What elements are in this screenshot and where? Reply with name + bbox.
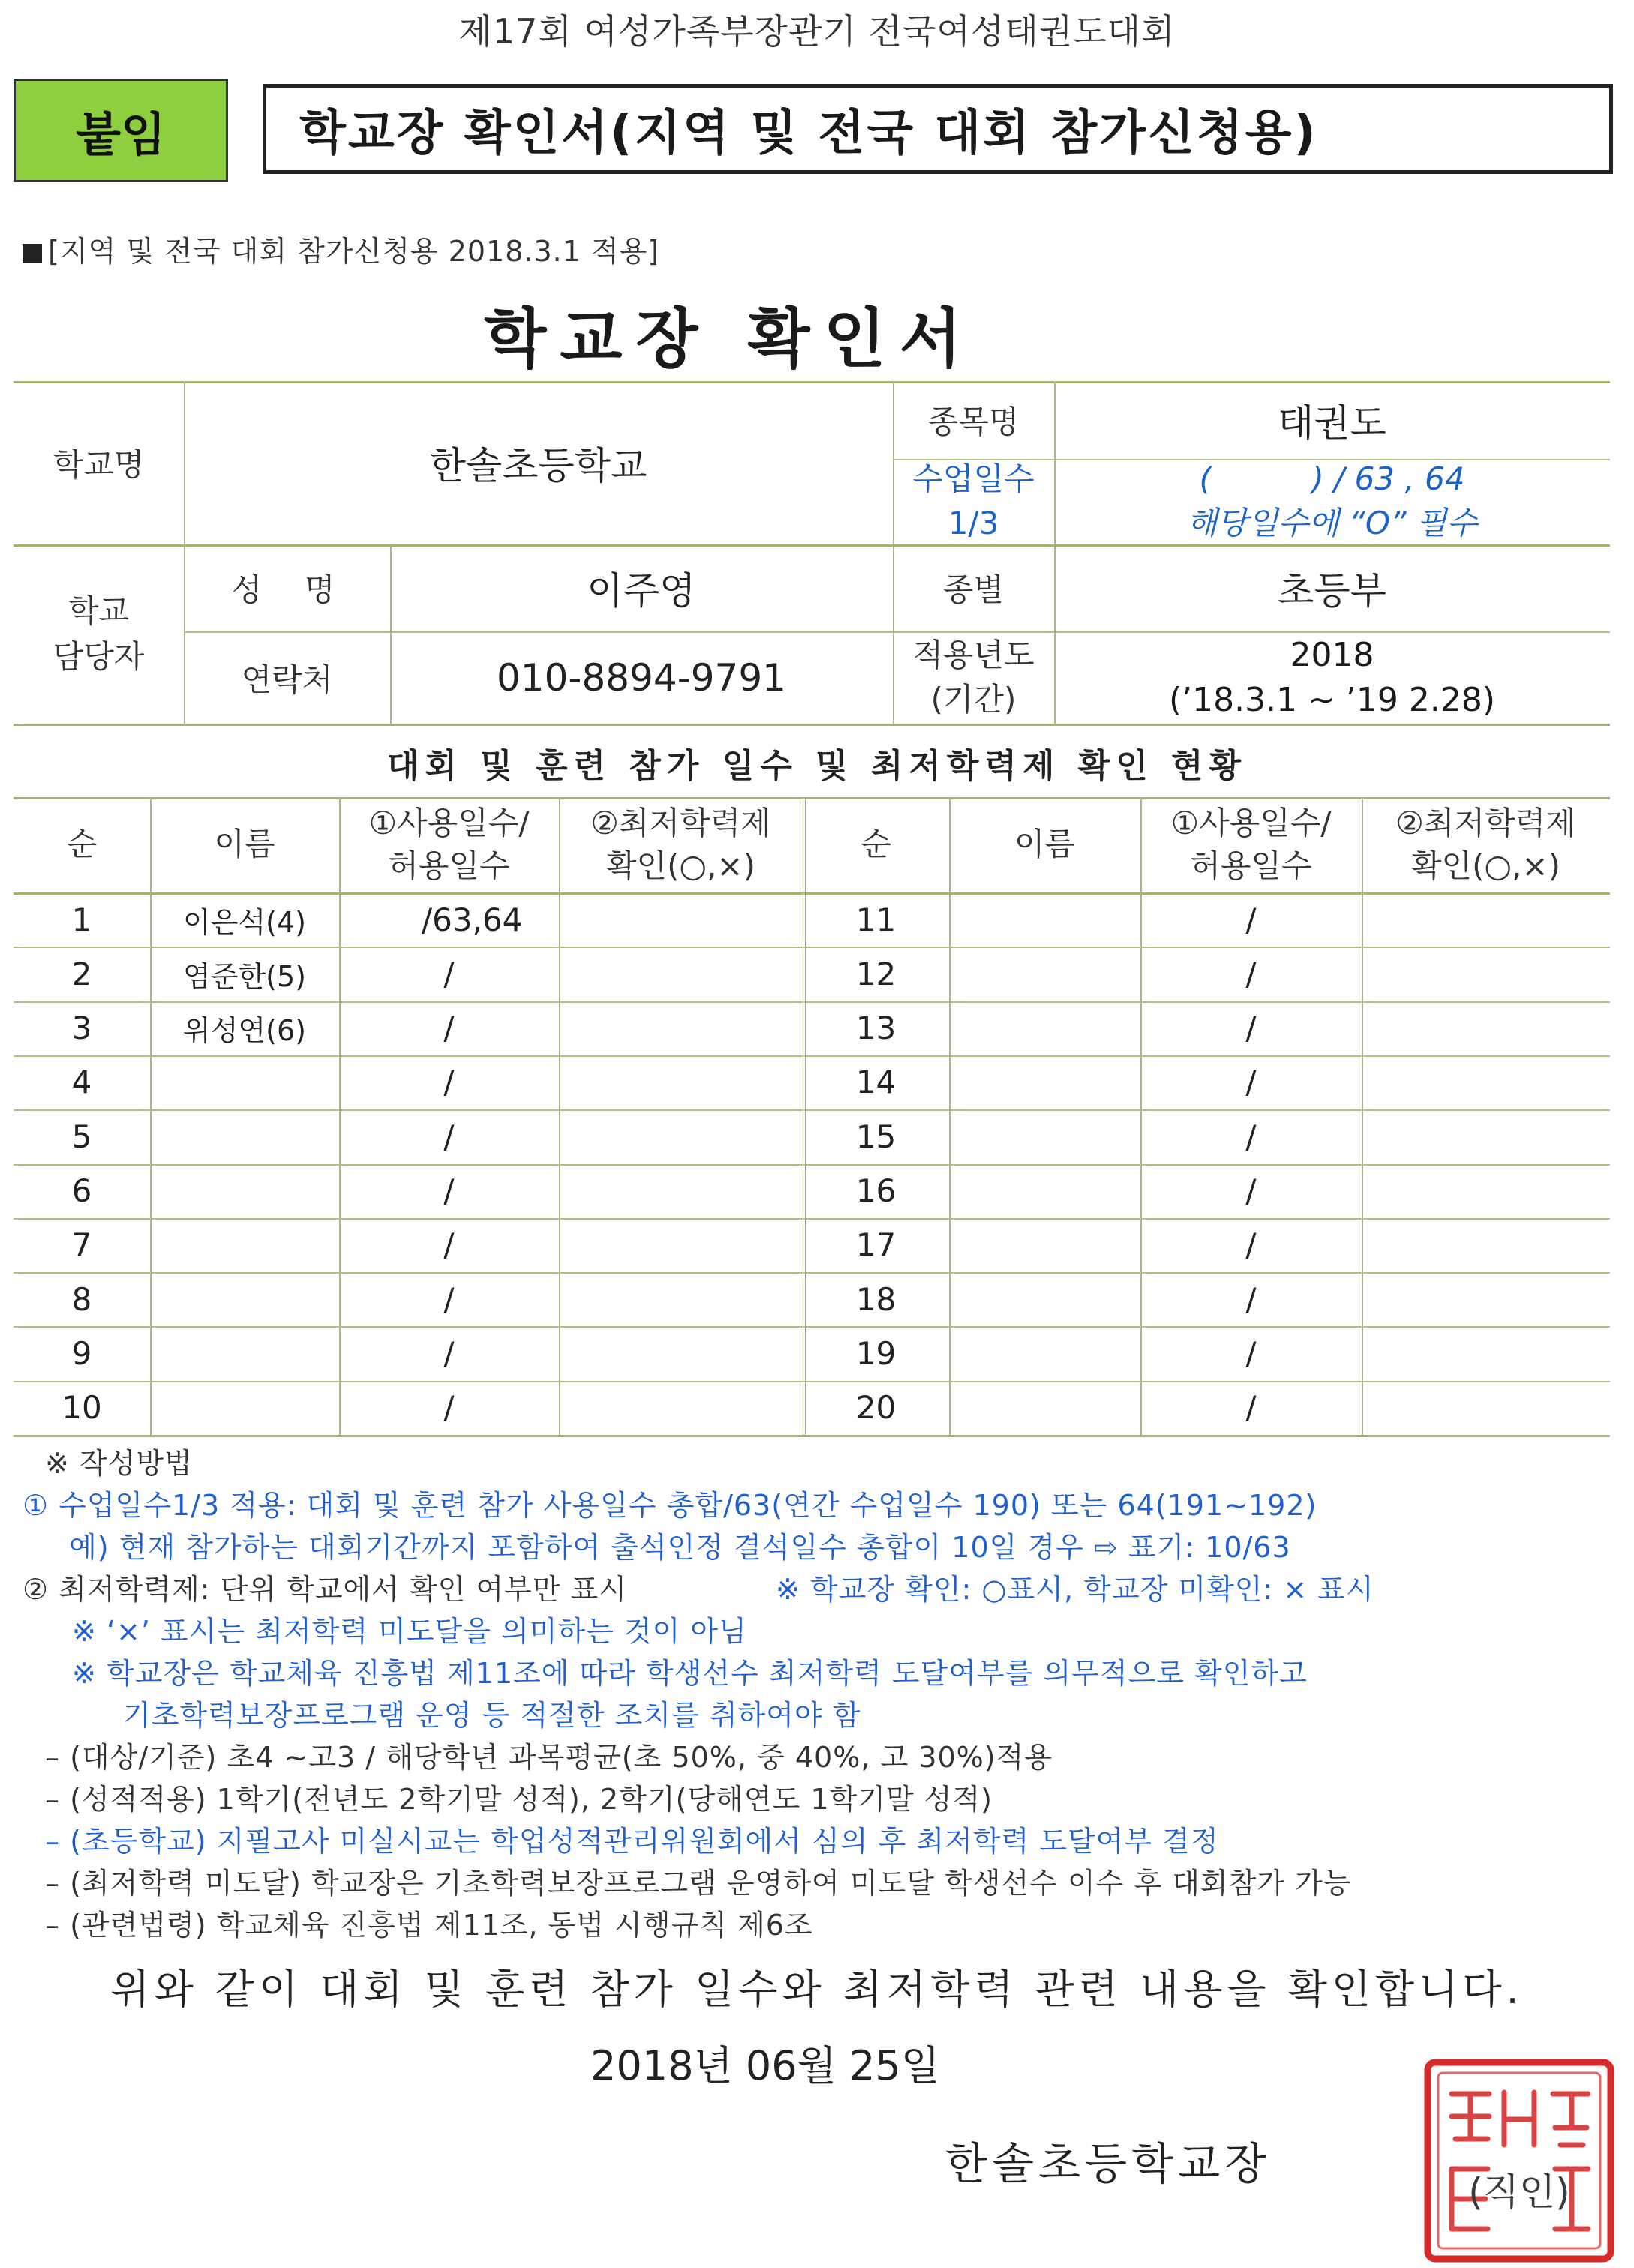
detail-elementary: – (초등학교) 지필고사 미실시교는 학업성적관리위원회에서 심의 후 최저학력 도달여부 결정 — [45, 1825, 1219, 1858]
header-days — [339, 797, 559, 892]
row-name-cell — [150, 1055, 339, 1109]
row-check-cell — [559, 1001, 803, 1055]
note-min-academic: ② 최저학력제: 단위 학교에서 확인 여부만 표시 — [23, 1573, 628, 1606]
year-label-line1: 적용년도 — [912, 636, 1035, 674]
applies-note-text: [지역 및 전국 대회 참가신청용 2018.3.1 적용] — [48, 235, 660, 268]
year-value — [1054, 632, 1610, 724]
row-no-cell: 7 — [71, 1226, 92, 1264]
row-no-cell: 8 — [71, 1280, 92, 1318]
note-principal-duty-cont: 기초학력보장프로그램 운영 등 적절한 조치를 취하여야 함 — [123, 1699, 861, 1732]
contact-value: 010-8894-9791 — [496, 656, 786, 700]
row-no-cell: 16 — [855, 1172, 897, 1209]
row-name-cell — [150, 1326, 339, 1380]
row-no-cell: 18 — [855, 1280, 897, 1318]
header-title: 학교장 확인서(지역 및 전국 대회 참가신청용) — [299, 106, 1318, 161]
header-days-line2: 허용일수 — [388, 847, 510, 884]
event-label: 종목명 — [927, 404, 1020, 440]
row-no-cell: 19 — [855, 1334, 897, 1372]
detail-grades: – (성적적용) 1학기(전년도 2학기말 성적), 2학기(당해연도 1학기말 성적) — [45, 1783, 993, 1816]
row-no-cell: 6 — [71, 1172, 92, 1209]
applies-note — [23, 228, 659, 269]
row-no-cell: 13 — [855, 1010, 897, 1047]
row-no-cell: 10 — [62, 1389, 102, 1426]
row-days-cell: / — [1245, 1226, 1257, 1264]
row-check-cell — [559, 1272, 803, 1326]
row-check-cell — [1362, 1164, 1610, 1218]
row-days-cell: / — [443, 1010, 455, 1047]
row-name-cell — [150, 1164, 339, 1218]
row-check-cell — [1362, 1381, 1610, 1435]
row-days-cell: / — [443, 1064, 455, 1101]
row-check-cell — [1362, 946, 1610, 1000]
header-no: 순 — [861, 826, 891, 863]
row-days-cell: / — [1245, 1172, 1257, 1209]
header-check — [1362, 797, 1610, 892]
year-value-period: (’18.3.1 ~ ’19 2.28) — [1168, 680, 1496, 719]
class-days-label-line2: 1/3 — [948, 505, 999, 542]
row-check-cell — [1362, 1109, 1610, 1163]
row-name-cell — [949, 892, 1140, 946]
row-days-cell: / — [443, 1334, 455, 1372]
year-label — [893, 632, 1054, 724]
header-days — [1140, 797, 1362, 892]
header-title-box — [263, 84, 1613, 174]
row-check-cell — [559, 1326, 803, 1380]
row-days-cell: / — [1245, 1280, 1257, 1318]
manager-label-line1: 학교 — [68, 592, 130, 629]
row-name-cell — [949, 1381, 1140, 1435]
class-days-value-line1: ( ) / 63 , 64 — [1199, 460, 1465, 498]
class-days-label-line1: 수업일수 — [912, 460, 1035, 498]
row-check-cell — [559, 946, 803, 1000]
event-value: 태권도 — [1278, 401, 1386, 445]
note-class-days: ① 수업일수1/3 적용: 대회 및 훈련 참가 사용일수 총합/63(연간 수업일수 190) 또는 64(191~192) — [23, 1489, 1317, 1522]
manager-label — [14, 544, 184, 724]
participation-title: 대회 및 훈련 참가 일수 및 최저학력제 확인 현황 — [386, 747, 1248, 785]
row-name-cell: 염준한(5) — [183, 959, 306, 993]
row-name-cell — [150, 1272, 339, 1326]
row-days-cell: / — [443, 1280, 455, 1318]
grid-rule — [14, 724, 1610, 726]
school-value: 한솔초등학교 — [429, 444, 647, 488]
row-days-cell: / — [1245, 1064, 1257, 1101]
year-value-line1: 2018 — [1290, 636, 1374, 675]
header-check-line2: 확인(○,×) — [1410, 847, 1561, 884]
class-days-required-note: 해당일수에 “O” 필수 — [1186, 505, 1478, 542]
row-check-cell — [559, 1218, 803, 1272]
row-check-cell — [559, 1055, 803, 1109]
square-bullet-icon — [23, 244, 42, 263]
row-no-cell: 12 — [855, 955, 897, 992]
row-name-cell — [949, 1109, 1140, 1163]
seal-label: (직인) — [1468, 2170, 1570, 2214]
row-days-cell: / — [443, 1172, 455, 1209]
official-seal-stamp — [1422, 2056, 1617, 2265]
header-check-line1: ②최저학력제 — [590, 804, 771, 842]
row-check-cell — [1362, 1272, 1610, 1326]
year-label-line2: (기간) — [930, 680, 1017, 718]
row-days-cell: / — [1245, 1010, 1257, 1047]
name-value: 이주영 — [587, 569, 696, 613]
school-label: 학교명 — [53, 446, 145, 483]
row-days-cell: / — [1245, 955, 1257, 992]
row-check-cell — [559, 892, 803, 946]
row-days-cell: / — [443, 955, 455, 992]
row-days-cell: / — [443, 1389, 455, 1426]
row-days-cell: / — [443, 1118, 455, 1155]
row-check-cell — [1362, 892, 1610, 946]
row-days-cell: / — [1245, 1334, 1257, 1372]
row-name-cell — [949, 1055, 1140, 1109]
row-name-cell — [150, 1381, 339, 1435]
row-name-cell — [949, 1001, 1140, 1055]
row-days-cell: / — [1245, 1118, 1257, 1155]
row-check-cell — [559, 1381, 803, 1435]
row-check-cell — [1362, 1001, 1610, 1055]
row-no-cell: 4 — [71, 1064, 92, 1101]
category-value: 초등부 — [1278, 569, 1386, 613]
detail-law: – (관련법령) 학교체육 진흥법 제11조, 동법 시행규칙 제6조 — [45, 1909, 813, 1942]
notes-heading: ※ 작성방법 — [45, 1447, 193, 1480]
detail-target: – (대상/기준) 초4 ~고3 / 해당학년 과목평균(초 50%, 중 40%, 고 30%)적용 — [45, 1741, 1053, 1774]
manager-label-line2: 담당자 — [53, 638, 145, 675]
row-name-cell: 위성연(6) — [183, 1014, 306, 1048]
row-check-cell — [559, 1164, 803, 1218]
row-check-cell — [1362, 1218, 1610, 1272]
header-check-line1: ②최저학력제 — [1395, 804, 1576, 842]
header-name: 이름 — [214, 826, 275, 863]
row-no-cell: 15 — [855, 1118, 897, 1155]
class-days-value — [1054, 459, 1610, 544]
header-days-line1: ①사용일수/ — [368, 804, 530, 842]
contact-label: 연락처 — [241, 661, 333, 698]
row-check-cell — [1362, 1055, 1610, 1109]
row-name-cell — [949, 946, 1140, 1000]
name-label: 성 명 — [231, 572, 343, 608]
row-days-cell: / — [1245, 1389, 1257, 1426]
confirmation-statement: 위와 같이 대회 및 훈련 참가 일수와 최저학력 관련 내용을 확인합니다. — [110, 1966, 1524, 2013]
row-no-cell: 3 — [71, 1010, 92, 1047]
note-principal-mark: ※ 학교장 확인: ○표시, 학교장 미확인: × 표시 — [776, 1573, 1374, 1606]
note-principal-duty: ※ 학교장은 학교체육 진흥법 제11조에 따라 학생선수 최저학력 도달여부를 의무적으로 확인하고 — [72, 1657, 1308, 1690]
header-check — [559, 797, 803, 892]
row-name-cell — [949, 1164, 1140, 1218]
row-no-cell: 11 — [855, 901, 897, 938]
row-name-cell — [150, 1218, 339, 1272]
competition-title: 제17회 여성가족부장관기 전국여성태권도대회 — [458, 11, 1176, 52]
category-label: 종별 — [942, 572, 1005, 608]
header-days-line2: 허용일수 — [1190, 847, 1312, 884]
row-no-cell: 2 — [71, 955, 92, 992]
note-class-days-example: 예) 현재 참가하는 대회기간까지 포함하여 출석인정 결석일수 총합이 10일 경우 ⇨ 표기: 10/63 — [69, 1531, 1291, 1564]
row-name-cell — [150, 1109, 339, 1163]
row-days-cell: /63,64 — [422, 901, 523, 938]
row-name-cell — [949, 1272, 1140, 1326]
attachment-badge: 붙임 — [14, 79, 228, 182]
row-no-cell: 1 — [71, 901, 92, 938]
class-days-label — [893, 459, 1054, 544]
row-no-cell: 14 — [855, 1064, 897, 1101]
row-no-cell: 17 — [855, 1226, 897, 1264]
row-days-cell: / — [1245, 901, 1257, 938]
detail-not-reached: – (최저학력 미도달) 학교장은 기초학력보장프로그램 운영하여 미도달 학생선수 이수 후 대회참가 가능 — [45, 1867, 1352, 1900]
header-days-line1: ①사용일수/ — [1170, 804, 1332, 842]
row-name-cell — [949, 1218, 1140, 1272]
row-check-cell — [1362, 1326, 1610, 1380]
row-name-cell: 이은석(4) — [183, 905, 306, 939]
table-rule — [14, 1435, 1610, 1437]
document-title: 학교장 확인서 — [484, 302, 975, 376]
row-days-cell: / — [443, 1226, 455, 1264]
note-x-meaning: ※ ‘×’ 표시는 최저학력 미도달을 의미하는 것이 아님 — [72, 1615, 747, 1648]
row-no-cell: 5 — [71, 1118, 92, 1155]
issue-date: 2018년 06월 25일 — [590, 2042, 940, 2090]
header-check-line2: 확인(○,×) — [605, 847, 756, 884]
header-no: 순 — [66, 826, 98, 863]
row-check-cell — [559, 1109, 803, 1163]
principal-name: 한솔초등학교장 — [945, 2138, 1272, 2189]
row-no-cell: 20 — [855, 1389, 897, 1426]
row-no-cell: 9 — [71, 1334, 92, 1372]
row-name-cell — [949, 1326, 1140, 1380]
header-name: 이름 — [1014, 826, 1076, 863]
